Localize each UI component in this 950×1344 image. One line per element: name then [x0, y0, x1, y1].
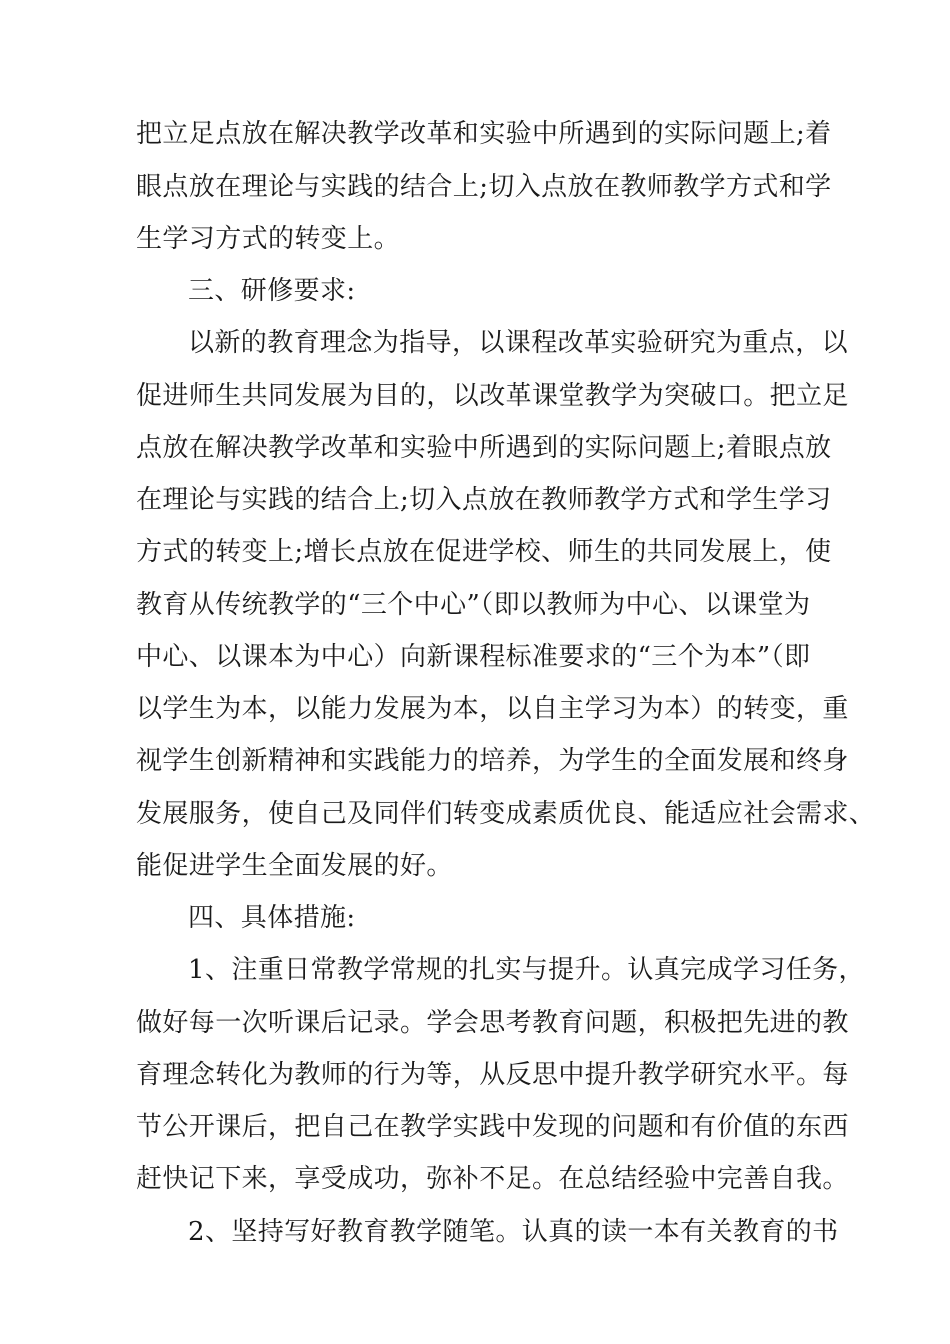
text-line: 做好每一次听课后记录。学会思考教育问题，积极把先进的教 [136, 1008, 849, 1038]
text-line: 中心、以课本为中心）向新课程标准要求的“三个为本”（即 [136, 642, 811, 672]
text-line: 育理念转化为教师的行为等，从反思中提升教学研究水平。每 [136, 1060, 849, 1090]
text-line: 促进师生共同发展为目的，以改革课堂教学为突破口。把立足 [136, 381, 849, 411]
text-line: 视学生创新精神和实践能力的培养，为学生的全面发展和终身 [136, 746, 849, 776]
text-line: 赶快记下来，享受成功，弥补不足。在总结经验中完善自我。 [136, 1164, 849, 1194]
text-line: 1、注重日常教学常规的扎实与提升。认真完成学习任务， [188, 955, 865, 985]
text-line: 生学习方式的转变上。 [136, 224, 401, 254]
text-line: 点放在解决教学改革和实验中所遇到的实际问题上;着眼点放 [136, 433, 832, 463]
text-line: 眼点放在理论与实践的结合上;切入点放在教师教学方式和学 [136, 172, 832, 202]
text-line: 2、坚持写好教育教学随笔。认真的读一本有关教育的书 [188, 1217, 839, 1247]
text-line: 在理论与实践的结合上;切入点放在教师教学方式和学生学习 [136, 485, 832, 515]
text-line: 能促进学生全面发展的好。 [136, 851, 453, 881]
text-line: 把立足点放在解决教学改革和实验中所遇到的实际问题上;着 [136, 119, 832, 149]
text-line: 教育从传统教学的“三个中心”（即以教师为中心、以课堂为 [136, 590, 811, 620]
text-line: 方式的转变上;增长点放在促进学校、师生的共同发展上，使 [136, 537, 832, 567]
text-line: 发展服务，使自己及同伴们转变成素质优良、能适应社会需求、 [136, 799, 876, 829]
text-line: 以新的教育理念为指导，以课程改革实验研究为重点，以 [188, 328, 849, 358]
text-line: 节公开课后，把自己在教学实践中发现的问题和有价值的东西 [136, 1112, 849, 1142]
section-heading: 四、具体措施: [188, 903, 356, 933]
section-heading: 三、研修要求: [188, 276, 356, 306]
text-line: 以学生为本，以能力发展为本，以自主学习为本）的转变，重 [136, 694, 849, 724]
